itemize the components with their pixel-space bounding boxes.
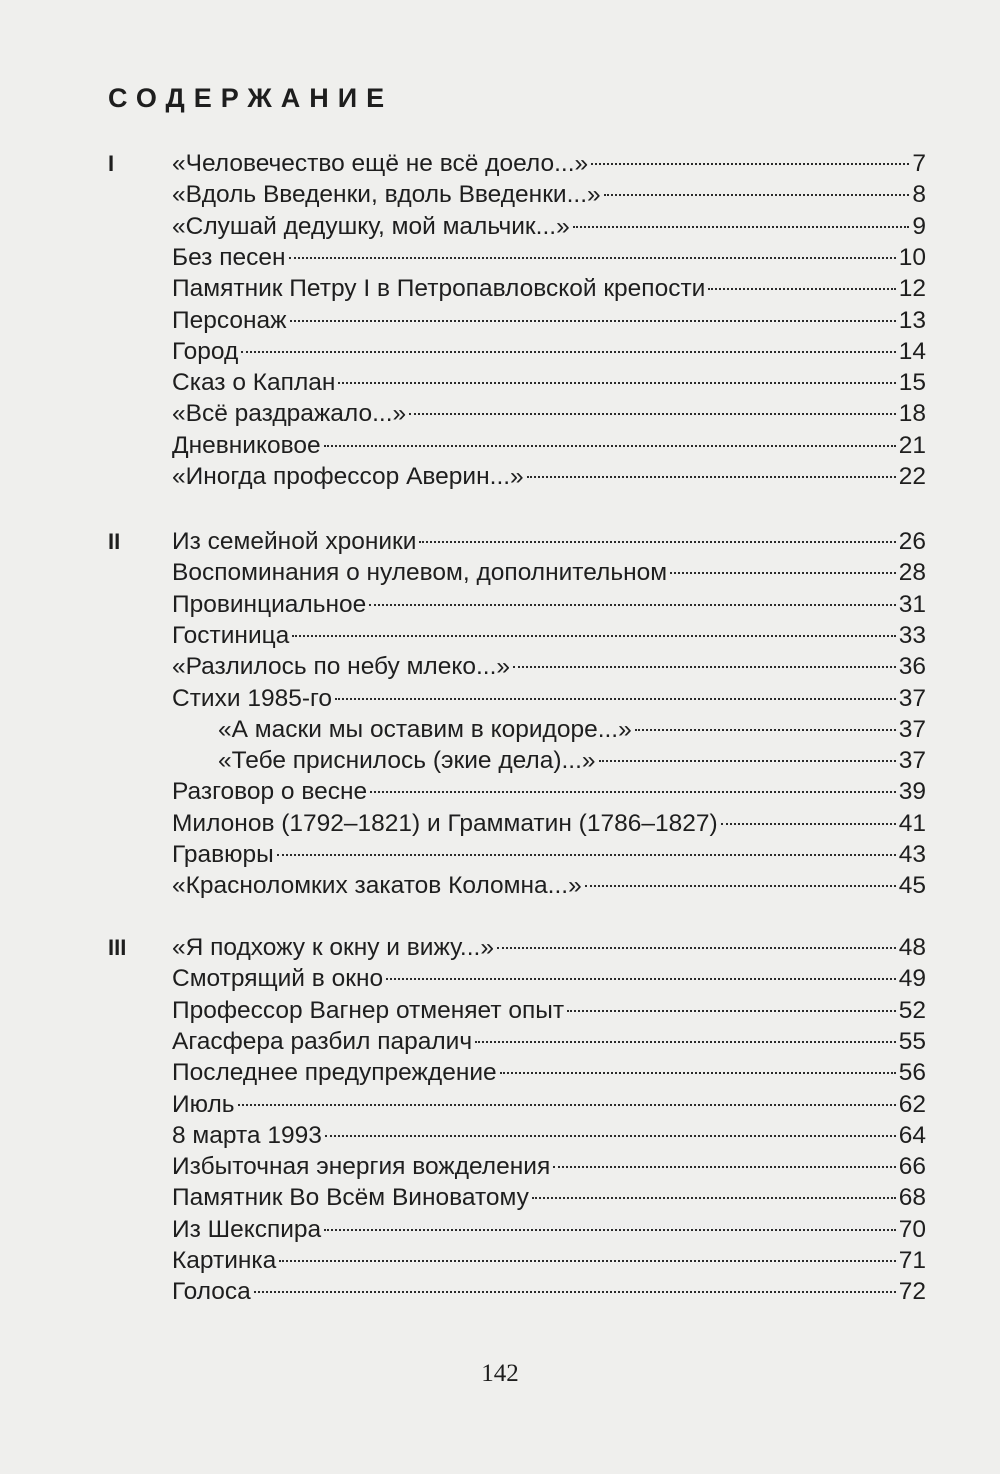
toc-entry-page: 13 xyxy=(898,306,926,334)
dot-leader xyxy=(527,476,896,478)
dot-leader xyxy=(277,854,896,856)
toc-entry xyxy=(172,1089,926,1120)
toc-entry-page: 12 xyxy=(898,275,926,303)
toc-entry xyxy=(172,305,926,336)
contents-heading: СОДЕРЖАНИЕ xyxy=(108,83,394,113)
toc-entry xyxy=(172,620,926,651)
toc-entry-page: 68 xyxy=(898,1184,926,1212)
toc-entry xyxy=(172,148,926,179)
toc-entry-title: Памятник Петру I в Петропавловской крепости xyxy=(172,275,706,303)
toc-entry xyxy=(172,430,926,461)
toc-entry-page: 37 xyxy=(898,747,926,775)
dot-leader xyxy=(335,698,896,700)
toc-entry-page: 22 xyxy=(898,463,926,490)
dot-leader xyxy=(254,1291,896,1293)
dot-leader xyxy=(290,320,896,322)
toc-entry-page: 10 xyxy=(898,243,926,271)
toc-entry-title: «Я подхожу к окну и вижу...» xyxy=(172,934,494,961)
toc-entry-title: «Человечество ещё не всё доело...» xyxy=(172,150,589,177)
toc-entry xyxy=(172,1276,926,1307)
toc-entry-page: 36 xyxy=(898,653,926,681)
dot-leader xyxy=(409,413,896,415)
toc-entry-page: 48 xyxy=(898,934,926,961)
toc-entry-page: 39 xyxy=(898,778,926,806)
toc-entry xyxy=(172,242,926,273)
toc-entry xyxy=(172,211,926,242)
toc-entry-title: «Иногда профессор Аверин...» xyxy=(172,463,524,490)
toc-entry xyxy=(172,1182,926,1213)
toc-entry-page: 49 xyxy=(898,965,926,993)
dot-leader xyxy=(721,823,896,825)
toc-entry xyxy=(172,651,926,682)
toc-entry-page: 66 xyxy=(898,1153,926,1181)
dot-leader xyxy=(635,729,896,731)
toc-entry xyxy=(218,714,926,745)
toc-entry-page: 28 xyxy=(898,559,926,587)
dot-leader xyxy=(513,666,896,668)
toc-entry xyxy=(172,870,926,901)
dot-leader xyxy=(500,1072,896,1074)
toc-entry-title: Картинка xyxy=(172,1247,277,1274)
toc-entry-page: 62 xyxy=(898,1090,926,1118)
toc-entry-title: Город xyxy=(172,337,239,365)
toc-entry xyxy=(172,963,926,994)
toc-entry-page: 64 xyxy=(898,1121,926,1149)
toc-entry-title: «Вдоль Введенки, вдоль Введенки...» xyxy=(172,181,601,209)
toc-entry-page: 41 xyxy=(898,809,926,837)
dot-leader xyxy=(241,351,895,353)
dot-leader xyxy=(604,194,910,196)
dot-leader xyxy=(289,257,896,259)
toc-entry-title: «Всё раздражало...» xyxy=(172,400,407,428)
toc-entry-page: 37 xyxy=(898,684,926,712)
dot-leader xyxy=(585,885,896,887)
toc-entry-title: «Тебе приснилось (экие дела)...» xyxy=(218,747,596,775)
toc-entry-title: Гравюры xyxy=(172,841,274,868)
dot-leader xyxy=(369,604,895,606)
toc-entry xyxy=(172,367,926,398)
section-numeral: III xyxy=(108,935,127,960)
toc-entry xyxy=(172,1245,926,1276)
dot-leader xyxy=(532,1197,896,1199)
section-numeral: I xyxy=(108,151,115,176)
toc-entry-page: 18 xyxy=(898,400,926,428)
dot-leader xyxy=(573,226,910,228)
page-number: 142 xyxy=(481,1360,519,1387)
toc-entry-title: Провинциальное xyxy=(172,590,367,618)
toc-entry-title: Гостиница xyxy=(172,621,290,649)
toc-entry-title: Персонаж xyxy=(172,306,287,334)
dot-leader xyxy=(567,1010,896,1012)
toc-entry-page: 14 xyxy=(898,337,926,365)
dot-leader xyxy=(324,445,896,447)
toc-entry-title: Июль xyxy=(172,1090,235,1118)
toc-entry xyxy=(172,179,926,210)
dot-leader xyxy=(419,541,895,543)
dot-leader xyxy=(591,163,909,165)
toc-entry xyxy=(172,1026,926,1057)
toc-entry-title: Из семейной хроники xyxy=(172,528,417,555)
toc-entry xyxy=(172,932,926,963)
toc-entry-title: Воспоминания о нулевом, дополнительном xyxy=(172,559,668,587)
toc-entry-title: «Слушай дедушку, мой мальчик...» xyxy=(172,212,570,240)
toc-entry-page: 9 xyxy=(912,212,926,240)
toc-entry-title: «Красноломких закатов Коломна...» xyxy=(172,872,582,900)
toc-entry xyxy=(172,808,926,839)
toc-entry-page: 37 xyxy=(898,715,926,743)
toc-entry xyxy=(172,557,926,588)
toc-entry-title: Дневниковое xyxy=(172,431,321,459)
dot-leader xyxy=(670,572,896,574)
toc-entry xyxy=(172,1214,926,1245)
toc-entry-page: 72 xyxy=(898,1278,926,1306)
dot-leader xyxy=(238,1104,896,1106)
dot-leader xyxy=(599,760,896,762)
toc-entry-page: 52 xyxy=(898,996,926,1024)
toc-entry-page: 71 xyxy=(898,1247,926,1274)
dot-leader xyxy=(324,1229,896,1231)
toc-entry xyxy=(172,1120,926,1151)
toc-entry xyxy=(172,273,926,304)
section-numeral: II xyxy=(108,529,121,554)
toc-entry-title: Избыточная энергия вожделения xyxy=(172,1153,551,1181)
dot-leader xyxy=(497,947,896,949)
toc-entry-title: «А маски мы оставим в коридоре...» xyxy=(218,715,632,743)
toc-entry xyxy=(172,526,926,557)
toc-entry-title: Без песен xyxy=(172,243,286,271)
dot-leader xyxy=(279,1260,895,1262)
dot-leader xyxy=(325,1135,896,1137)
toc-entry xyxy=(172,1151,926,1182)
toc-entry xyxy=(172,398,926,429)
toc-entry-title: Из Шекспира xyxy=(172,1215,322,1243)
toc-entry-page: 7 xyxy=(912,150,926,177)
toc-entry xyxy=(218,745,926,776)
dot-leader xyxy=(370,791,896,793)
toc-entry-title: Разговор о весне xyxy=(172,778,368,806)
toc-entry-title: Агасфера разбил паралич xyxy=(172,1027,473,1055)
dot-leader xyxy=(708,288,895,290)
toc-entry-title: Милонов (1792–1821) и Грамматин (1786–1827) xyxy=(172,809,718,837)
dot-leader xyxy=(553,1166,896,1168)
toc-entry-title: Стихи 1985-го xyxy=(172,684,333,712)
toc-entry-page: 70 xyxy=(898,1215,926,1243)
toc-entry-title: Профессор Вагнер отменяет опыт xyxy=(172,996,565,1024)
toc-entry-page: 45 xyxy=(898,872,926,900)
dot-leader xyxy=(338,382,895,384)
toc-entry-page: 43 xyxy=(898,841,926,868)
toc-entry-title: «Разлилось по небу млеко...» xyxy=(172,653,511,681)
toc-entry xyxy=(172,461,926,492)
toc-entry-page: 31 xyxy=(898,590,926,618)
toc-entry-page: 26 xyxy=(898,528,926,555)
toc-entry xyxy=(172,995,926,1026)
dot-leader xyxy=(386,978,896,980)
toc-entry-title: 8 марта 1993 xyxy=(172,1121,322,1149)
dot-leader xyxy=(475,1041,896,1043)
toc-entry xyxy=(172,839,926,870)
toc-entry-page: 33 xyxy=(898,621,926,649)
toc-entry xyxy=(172,683,926,714)
toc-entry-title: Памятник Во Всём Виноватому xyxy=(172,1184,529,1212)
toc-entry-page: 56 xyxy=(898,1059,926,1087)
toc-entry-title: Сказ о Каплан xyxy=(172,369,336,397)
toc-entry-title: Смотрящий в окно xyxy=(172,965,384,993)
toc-entry-title: Голоса xyxy=(172,1278,251,1306)
toc-entry xyxy=(172,589,926,620)
toc-entry-page: 55 xyxy=(898,1027,926,1055)
dot-leader xyxy=(292,635,895,637)
toc-entry-page: 15 xyxy=(898,369,926,397)
toc-entry-page: 21 xyxy=(898,431,926,459)
toc-entry-page: 8 xyxy=(912,181,926,209)
toc-entry xyxy=(172,776,926,807)
toc-entry-title: Последнее предупреждение xyxy=(172,1059,497,1087)
toc-entry xyxy=(172,1057,926,1088)
toc-entry xyxy=(172,336,926,367)
